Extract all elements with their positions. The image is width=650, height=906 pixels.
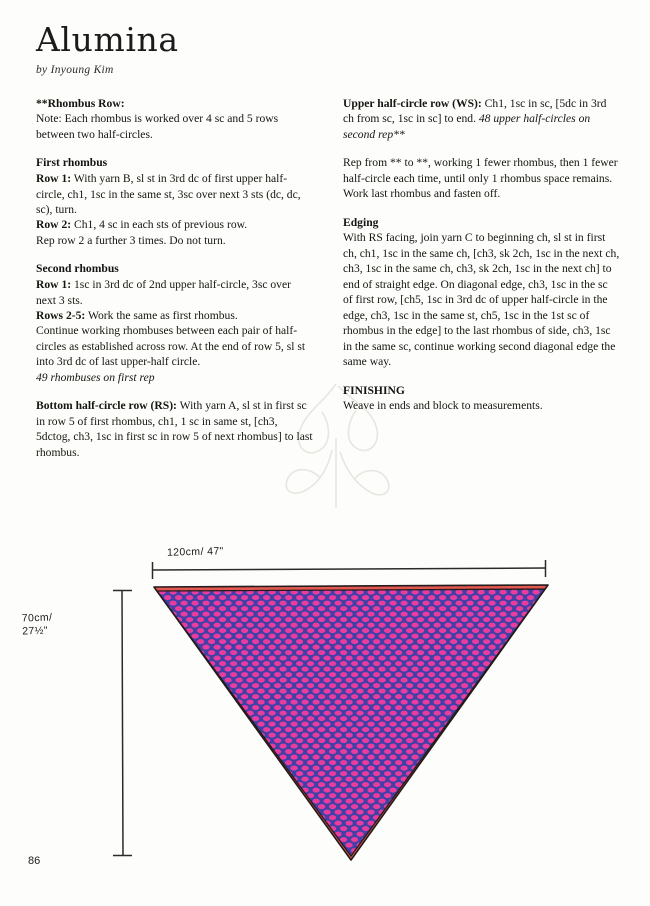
page-title: Alumina	[36, 20, 179, 59]
rep-instruction: Rep from ** to **, working 1 fewer rhombus, then 1 fewer half-circle each time, until only 1 rhombus space remains. Work last rhombus and fasten off.	[343, 156, 618, 201]
edging-heading: Edging	[343, 215, 379, 229]
height-measurement-label: 70cm/ 27½"	[21, 611, 53, 638]
byline: by Inyoung Kim	[36, 64, 114, 77]
width-measurement-label: 120cm/ 47"	[166, 545, 224, 559]
first-rhombus-row1-text: With yarn B, sl st in 3rd dc of first upper half-circle, ch1, 1sc in the same st, 3sc over next 3 sts (dc, dc, sc), turn.	[36, 172, 301, 216]
right-column	[343, 96, 620, 460]
second-rhombus-rows25-label: Rows 2-5:	[36, 308, 86, 322]
second-rhombus-rows25	[36, 308, 313, 323]
first-rhombus-row2-text: Ch1, 4 sc in each sts of previous row.	[71, 218, 248, 232]
bottom-half-circle-row	[36, 398, 313, 460]
upper-row-count: 48 upper half-circles on second rep**	[343, 112, 591, 141]
second-rhombus-heading: Second rhombus	[36, 262, 119, 276]
schematic-diagram	[0, 540, 650, 870]
edging-text: With RS facing, join yarn C to beginning ch, sl st in first ch, ch1, 1sc in the same ch, [ch3, sk 2ch, 1sc in the next ch, ch3, 1sc in the same ch, ch3, sk 2ch, 1sc in the next ch] to end of straight edge. On diagonal edge, ch3, 1sc in the sc of first row, [ch5, 1sc in 3rd dc of upper half-circle in the edge, ch3, 1sc in the same st, ch5, 1sc in the 1st sc of rhombus in the edge] to the last rhombus of side, ch3, 1sc in the same sc, continue working second diagonal edge the same way.	[343, 231, 620, 369]
finishing-heading: FINISHING	[343, 383, 405, 397]
second-rhombus-row1-text: 1sc in 3rd dc of 2nd upper half-circle, 3sc over next 3 sts.	[36, 278, 291, 307]
bottom-row-label: Bottom half-circle row (RS):	[36, 399, 177, 413]
text-columns	[36, 96, 620, 460]
rhombus-row-heading: **Rhombus Row:	[36, 97, 125, 110]
title-block	[36, 22, 456, 76]
first-rhombus-row2-label: Row 2:	[36, 218, 72, 232]
left-column	[36, 96, 313, 460]
second-rhombus-row1-label: Row 1:	[36, 278, 72, 292]
height-dimension-line	[113, 590, 132, 856]
finishing-text: Weave in ends and block to measurements.	[343, 399, 543, 413]
upper-half-circle-row	[343, 96, 620, 142]
upper-row-text: Ch1, 1sc in sc, [5dc in 3rd ch from sc, 1sc in sc] to end.	[343, 97, 607, 126]
bottom-row-text: With yarn A, sl st in first sc in row 5 of first rhombus, ch1, 1 sc in same st, [ch3, 5dctog, ch3, 1sc in first sc in row 5 of next rhombus] to last rhombus.	[36, 399, 313, 459]
first-rhombus-row1-label: Row 1:	[36, 172, 72, 186]
width-dimension-line	[152, 560, 546, 579]
second-rhombus-row1	[36, 277, 313, 308]
first-rhombus-rep: Rep row 2 a further 3 times. Do not turn.	[36, 233, 226, 247]
first-rhombus-heading: First rhombus	[36, 156, 108, 170]
first-rhombus-row1	[36, 171, 313, 217]
second-rhombus-rows25-text: Work the same as first rhombus.	[85, 308, 238, 322]
page-number: 86	[28, 855, 41, 867]
first-rhombus-row2	[36, 217, 313, 232]
second-rhombus-count: 49 rhombuses on first rep	[36, 370, 155, 384]
rhombus-row-note: Note: Each rhombus is worked over 4 sc and 5 rows between two half-circles.	[36, 112, 279, 141]
second-rhombus-continue: Continue working rhombuses between each pair of half-circles as established across row. At the end of row 5, sl st into 3rd dc of last upper-half circle.	[36, 324, 306, 369]
upper-row-label: Upper half-circle row (WS):	[343, 97, 482, 110]
